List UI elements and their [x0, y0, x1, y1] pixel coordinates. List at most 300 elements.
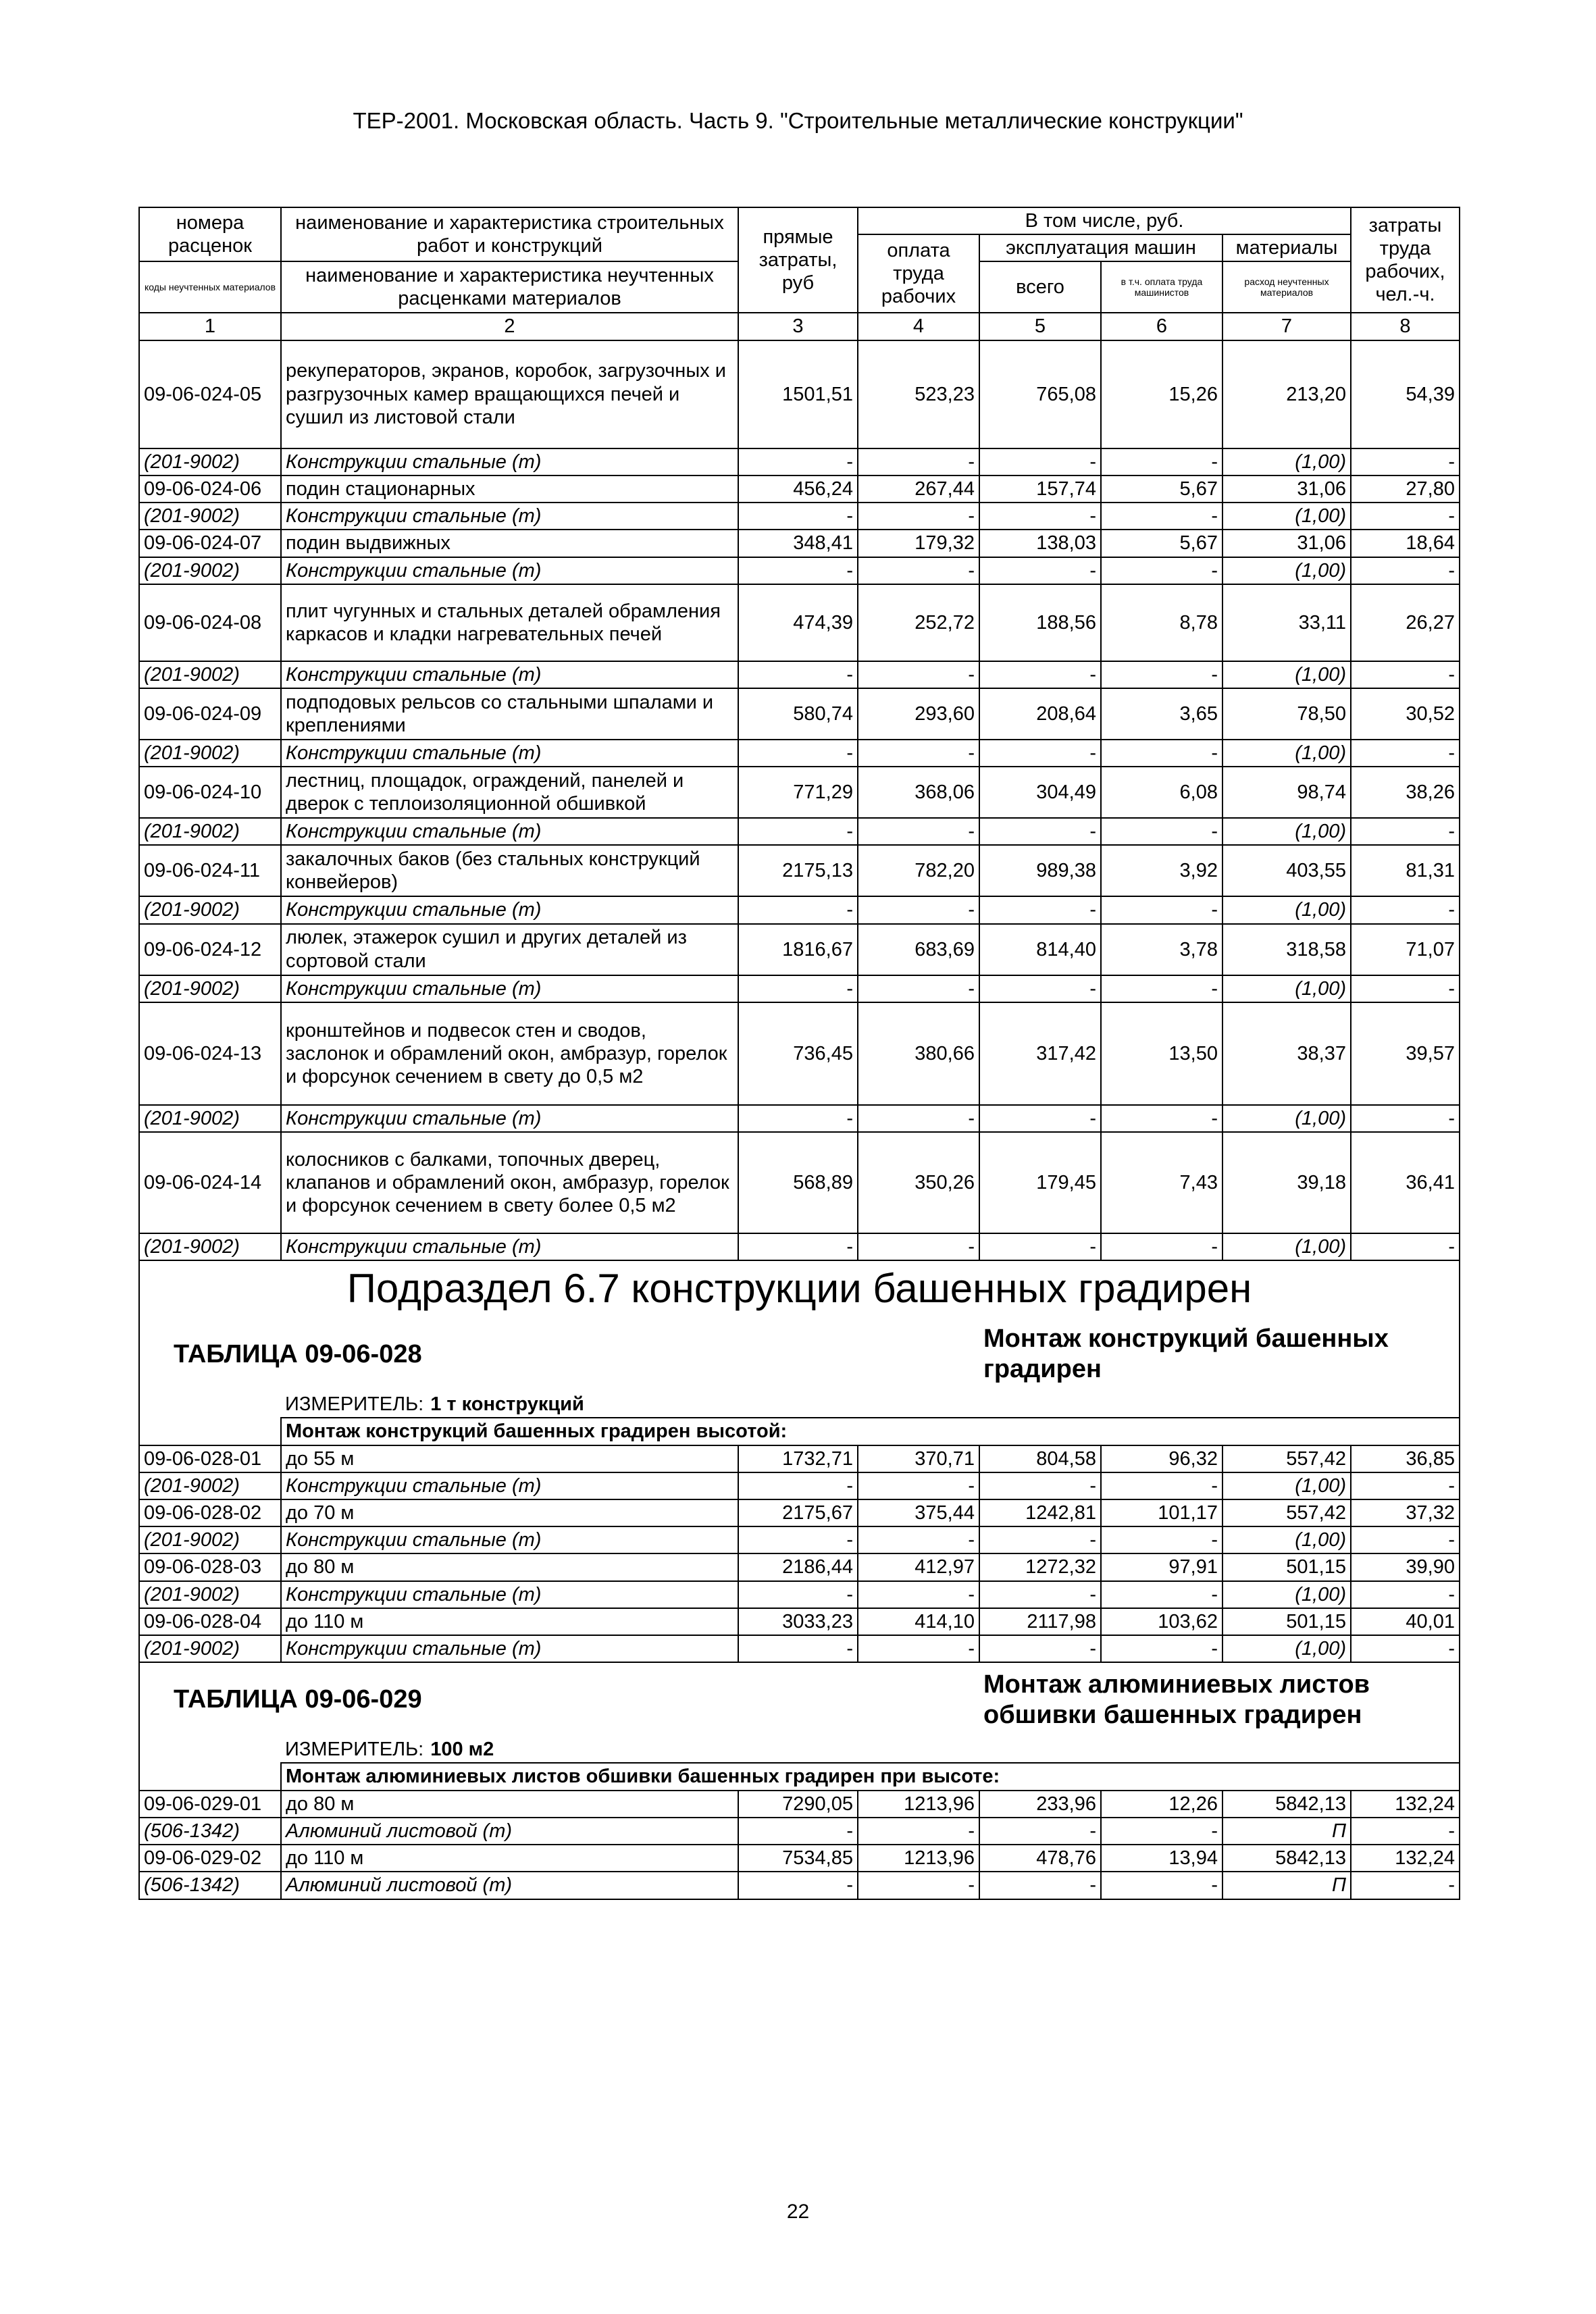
- rates-table: [138, 207, 1460, 1900]
- material-code: (201-9002): [139, 1233, 281, 1260]
- material-name: Конструкции стальные (т): [281, 975, 738, 1002]
- rate-name: подин выдвижных: [281, 530, 738, 557]
- rate-row: [139, 845, 1460, 896]
- material-value: -: [738, 503, 858, 530]
- material-value: (1,00): [1222, 740, 1351, 767]
- material-value: -: [738, 1581, 858, 1608]
- rate-value: 523,23: [858, 340, 979, 448]
- material-value: -: [1101, 1233, 1222, 1260]
- rate-value: 98,74: [1222, 767, 1351, 818]
- material-code: (201-9002): [139, 503, 281, 530]
- material-name: Конструкции стальные (т): [281, 1635, 738, 1662]
- rate-value: 557,42: [1222, 1445, 1351, 1472]
- material-value: -: [979, 1818, 1101, 1845]
- rate-value: 293,60: [858, 688, 979, 740]
- group-row: [139, 1418, 1460, 1445]
- rate-value: 568,89: [738, 1132, 858, 1233]
- material-name: Конструкции стальные (т): [281, 661, 738, 688]
- rate-value: 6,08: [1101, 767, 1222, 818]
- rate-value: 37,32: [1351, 1499, 1460, 1526]
- material-value: -: [738, 448, 858, 475]
- rate-name: до 80 м: [281, 1791, 738, 1818]
- material-name: Конструкции стальные (т): [281, 448, 738, 475]
- material-row: [139, 557, 1460, 584]
- col-header-v-tom: В том числе, руб.: [858, 207, 1351, 234]
- rate-value: 3033,23: [738, 1608, 858, 1635]
- material-value: (1,00): [1222, 503, 1351, 530]
- material-code: (506-1342): [139, 1872, 281, 1899]
- rate-value: 350,26: [858, 1132, 979, 1233]
- rate-value: 501,15: [1222, 1608, 1351, 1635]
- rate-value: 36,41: [1351, 1132, 1460, 1233]
- rate-value: 30,52: [1351, 688, 1460, 740]
- material-value: -: [858, 448, 979, 475]
- col-header-naim2: наименование и характеристика неучтенных расценками материалов: [281, 261, 738, 313]
- material-value: -: [979, 1526, 1101, 1553]
- material-value: -: [979, 1635, 1101, 1662]
- material-value: -: [979, 1472, 1101, 1499]
- material-value: -: [1101, 503, 1222, 530]
- material-value: -: [738, 557, 858, 584]
- rate-value: 3,78: [1101, 924, 1222, 975]
- material-name: Конструкции стальные (т): [281, 818, 738, 845]
- col-header-vsego: всего: [979, 261, 1101, 313]
- material-value: -: [738, 1472, 858, 1499]
- material-value: -: [858, 503, 979, 530]
- rate-row: [139, 1499, 1460, 1526]
- rate-value: 138,03: [979, 530, 1101, 557]
- material-row: [139, 1526, 1460, 1553]
- rate-value: 26,27: [1351, 584, 1460, 661]
- material-value: -: [738, 1872, 858, 1899]
- rate-name: подподовых рельсов со стальными шпалами и креплениями: [281, 688, 738, 740]
- material-row: [139, 1818, 1460, 1845]
- rate-name: до 70 м: [281, 1499, 738, 1526]
- rate-value: 3,92: [1101, 845, 1222, 896]
- rate-row: [139, 1845, 1460, 1872]
- rate-name: подин стационарных: [281, 475, 738, 503]
- material-row: [139, 1472, 1460, 1499]
- material-value: (1,00): [1222, 896, 1351, 923]
- col-header-pryamye: прямые затраты, руб: [738, 207, 858, 313]
- material-code: (201-9002): [139, 448, 281, 475]
- rate-value: 2175,13: [738, 845, 858, 896]
- material-value: (1,00): [1222, 1526, 1351, 1553]
- rate-row: [139, 1553, 1460, 1580]
- rate-value: 27,80: [1351, 475, 1460, 503]
- material-value: -: [1101, 1635, 1222, 1662]
- col-number: 2: [281, 313, 738, 340]
- rate-value: 456,24: [738, 475, 858, 503]
- col-header-rashod: расход неучтенных материалов: [1222, 261, 1351, 313]
- material-value: -: [1351, 740, 1460, 767]
- rate-code: 09-06-024-09: [139, 688, 281, 740]
- rate-value: 474,39: [738, 584, 858, 661]
- header-row-1: [139, 207, 1460, 234]
- material-value: П: [1222, 1818, 1351, 1845]
- material-value: (1,00): [1222, 818, 1351, 845]
- col-number: 7: [1222, 313, 1351, 340]
- material-value: -: [1351, 448, 1460, 475]
- material-value: -: [1101, 896, 1222, 923]
- material-code: (201-9002): [139, 1472, 281, 1499]
- rate-value: 96,32: [1101, 1445, 1222, 1472]
- rate-value: 403,55: [1222, 845, 1351, 896]
- material-value: -: [1351, 557, 1460, 584]
- material-name: Конструкции стальные (т): [281, 896, 738, 923]
- material-row: [139, 1635, 1460, 1662]
- measure-value: 100 м2: [430, 1739, 494, 1761]
- rate-name: люлек, этажерок сушил и других деталей из сортовой стали: [281, 924, 738, 975]
- rate-value: 78,50: [1222, 688, 1351, 740]
- table-title-row: [139, 1317, 1460, 1391]
- rate-value: 368,06: [858, 767, 979, 818]
- rate-value: 380,66: [858, 1002, 979, 1105]
- rate-name: до 55 м: [281, 1445, 738, 1472]
- rate-value: 2175,67: [738, 1499, 858, 1526]
- material-code: (201-9002): [139, 818, 281, 845]
- measure: [281, 1737, 1460, 1763]
- material-value: -: [738, 1526, 858, 1553]
- material-name: Алюминий листовой (т): [281, 1818, 738, 1845]
- material-value: (1,00): [1222, 661, 1351, 688]
- rate-value: 814,40: [979, 924, 1101, 975]
- rate-code: 09-06-024-13: [139, 1002, 281, 1105]
- rate-value: 304,49: [979, 767, 1101, 818]
- col-number: 1: [139, 313, 281, 340]
- rate-code: 09-06-024-11: [139, 845, 281, 896]
- rate-value: 2186,44: [738, 1553, 858, 1580]
- rate-value: 736,45: [738, 1002, 858, 1105]
- rate-value: 71,07: [1351, 924, 1460, 975]
- material-row: [139, 1581, 1460, 1608]
- col-header-naim1: наименование и характеристика строительных работ и конструкций: [281, 207, 738, 261]
- rate-name: до 110 м: [281, 1608, 738, 1635]
- material-value: -: [1351, 1472, 1460, 1499]
- material-value: -: [1101, 1872, 1222, 1899]
- rate-row: [139, 767, 1460, 818]
- group-row: [139, 1763, 1460, 1790]
- material-name: Конструкции стальные (т): [281, 1472, 738, 1499]
- measure-row: [139, 1737, 1460, 1763]
- material-value: -: [1101, 1472, 1222, 1499]
- material-code: (201-9002): [139, 975, 281, 1002]
- subsection-row: [139, 1260, 1460, 1317]
- rate-value: 317,42: [979, 1002, 1101, 1105]
- material-value: -: [1351, 1233, 1460, 1260]
- rate-value: 31,06: [1222, 530, 1351, 557]
- rate-value: 782,20: [858, 845, 979, 896]
- rate-value: 3,65: [1101, 688, 1222, 740]
- rate-value: 5842,13: [1222, 1791, 1351, 1818]
- rate-value: 252,72: [858, 584, 979, 661]
- material-row: [139, 896, 1460, 923]
- material-value: -: [858, 975, 979, 1002]
- table-title-row: [139, 1662, 1460, 1737]
- material-value: -: [858, 1635, 979, 1662]
- rate-value: 1213,96: [858, 1791, 979, 1818]
- material-name: Конструкции стальные (т): [281, 557, 738, 584]
- measure-label: ИЗМЕРИТЕЛЬ:: [285, 1393, 424, 1416]
- material-value: -: [738, 818, 858, 845]
- rate-name: лестниц, площадок, ограждений, панелей и дверок с теплоизоляционной обшивкой: [281, 767, 738, 818]
- material-name: Алюминий листовой (т): [281, 1872, 738, 1899]
- rate-value: 213,20: [1222, 340, 1351, 448]
- material-name: Конструкции стальные (т): [281, 503, 738, 530]
- rate-row: [139, 924, 1460, 975]
- group-title: Монтаж алюминиевых листов обшивки башенных градирен при высоте:: [281, 1763, 1460, 1790]
- col-header-vtch: в т.ч. оплата труда машинистов: [1101, 261, 1222, 313]
- measure-spacer: [139, 1737, 281, 1763]
- measure-label: ИЗМЕРИТЕЛЬ:: [285, 1739, 424, 1761]
- rate-value: 318,58: [1222, 924, 1351, 975]
- page-number: 22: [786, 2201, 810, 2223]
- col-number: 8: [1351, 313, 1460, 340]
- material-value: -: [858, 740, 979, 767]
- rate-value: 39,57: [1351, 1002, 1460, 1105]
- material-value: -: [858, 1233, 979, 1260]
- rate-code: 09-06-024-05: [139, 340, 281, 448]
- material-value: -: [1101, 975, 1222, 1002]
- material-code: (201-9002): [139, 740, 281, 767]
- material-value: -: [738, 661, 858, 688]
- rate-value: 101,17: [1101, 1499, 1222, 1526]
- material-value: -: [858, 1105, 979, 1132]
- material-value: (1,00): [1222, 1233, 1351, 1260]
- material-code: (201-9002): [139, 1526, 281, 1553]
- rate-value: 188,56: [979, 584, 1101, 661]
- material-name: Конструкции стальные (т): [281, 1105, 738, 1132]
- rate-value: 103,62: [1101, 1608, 1222, 1635]
- material-value: -: [979, 1233, 1101, 1260]
- rate-value: 1501,51: [738, 340, 858, 448]
- material-value: -: [1351, 818, 1460, 845]
- table-description: Монтаж конструкций башенных градирен: [979, 1317, 1460, 1391]
- rate-value: 765,08: [979, 340, 1101, 448]
- rate-name: закалочных баков (без стальных конструкций конвейеров): [281, 845, 738, 896]
- material-code: (201-9002): [139, 1635, 281, 1662]
- material-value: (1,00): [1222, 975, 1351, 1002]
- material-name: Конструкции стальные (т): [281, 1526, 738, 1553]
- rate-value: 580,74: [738, 688, 858, 740]
- col-header-ekspl: эксплуатация машин: [979, 234, 1222, 261]
- material-code: (201-9002): [139, 557, 281, 584]
- material-value: -: [858, 1526, 979, 1553]
- material-value: (1,00): [1222, 1635, 1351, 1662]
- page-header: ТЕР-2001. Московская область. Часть 9. "Строительные металлические конструкции": [353, 108, 1243, 133]
- table-name: ТАБЛИЦА 09-06-028: [139, 1317, 979, 1391]
- rate-row: [139, 1608, 1460, 1635]
- material-value: -: [1351, 1581, 1460, 1608]
- rate-value: 501,15: [1222, 1553, 1351, 1580]
- rate-code: 09-06-024-10: [139, 767, 281, 818]
- material-value: (1,00): [1222, 1105, 1351, 1132]
- rate-value: 5842,13: [1222, 1845, 1351, 1872]
- rate-value: 157,74: [979, 475, 1101, 503]
- measure-value: 1 т конструкций: [430, 1393, 584, 1416]
- rate-value: 771,29: [738, 767, 858, 818]
- rate-code: 09-06-028-01: [139, 1445, 281, 1472]
- table-description: Монтаж алюминиевых листов обшивки башенных градирен: [979, 1662, 1460, 1737]
- rate-value: 13,94: [1101, 1845, 1222, 1872]
- material-value: -: [1351, 1526, 1460, 1553]
- material-value: -: [738, 1635, 858, 1662]
- rate-code: 09-06-024-06: [139, 475, 281, 503]
- material-code: (201-9002): [139, 1105, 281, 1132]
- subsection-title: Подраздел 6.7 конструкции башенных градирен: [139, 1260, 1460, 1317]
- material-code: (201-9002): [139, 896, 281, 923]
- material-value: -: [979, 661, 1101, 688]
- rate-row: [139, 688, 1460, 740]
- rate-code: 09-06-029-01: [139, 1791, 281, 1818]
- material-value: -: [1351, 1635, 1460, 1662]
- material-value: -: [858, 557, 979, 584]
- rate-value: 412,97: [858, 1553, 979, 1580]
- material-row: [139, 1105, 1460, 1132]
- material-row: [139, 740, 1460, 767]
- group-spacer: [139, 1418, 281, 1445]
- material-value: -: [858, 661, 979, 688]
- rate-row: [139, 1445, 1460, 1472]
- rate-code: 09-06-028-03: [139, 1553, 281, 1580]
- material-value: -: [1351, 503, 1460, 530]
- material-value: -: [979, 1872, 1101, 1899]
- material-value: -: [858, 896, 979, 923]
- material-name: Конструкции стальные (т): [281, 1233, 738, 1260]
- col-header-kody: коды неучтенных материалов: [139, 261, 281, 313]
- material-value: -: [979, 896, 1101, 923]
- rate-value: 7534,85: [738, 1845, 858, 1872]
- material-value: -: [738, 896, 858, 923]
- rate-value: 414,10: [858, 1608, 979, 1635]
- rate-code: 09-06-024-08: [139, 584, 281, 661]
- material-value: -: [858, 1872, 979, 1899]
- rate-value: 267,44: [858, 475, 979, 503]
- material-value: -: [738, 1233, 858, 1260]
- rate-value: 1213,96: [858, 1845, 979, 1872]
- rate-value: 989,38: [979, 845, 1101, 896]
- rate-value: 1242,81: [979, 1499, 1101, 1526]
- rate-row: [139, 584, 1460, 661]
- material-value: -: [738, 740, 858, 767]
- material-row: [139, 503, 1460, 530]
- material-value: -: [1101, 448, 1222, 475]
- material-value: (1,00): [1222, 1581, 1351, 1608]
- material-value: -: [858, 1472, 979, 1499]
- rate-value: 2117,98: [979, 1608, 1101, 1635]
- rate-value: 39,90: [1351, 1553, 1460, 1580]
- material-name: Конструкции стальные (т): [281, 1581, 738, 1608]
- rate-value: 348,41: [738, 530, 858, 557]
- rate-value: 132,24: [1351, 1791, 1460, 1818]
- material-value: -: [979, 740, 1101, 767]
- rate-value: 233,96: [979, 1791, 1101, 1818]
- material-row: [139, 818, 1460, 845]
- rate-row: [139, 475, 1460, 503]
- rate-row: [139, 1791, 1460, 1818]
- material-value: П: [1222, 1872, 1351, 1899]
- col-header-nomera: номера расценок: [139, 207, 281, 261]
- rate-value: 557,42: [1222, 1499, 1351, 1526]
- rate-value: 81,31: [1351, 845, 1460, 896]
- rate-value: 208,64: [979, 688, 1101, 740]
- measure-spacer: [139, 1391, 281, 1418]
- material-value: -: [1101, 818, 1222, 845]
- material-value: -: [1101, 740, 1222, 767]
- rate-value: 18,64: [1351, 530, 1460, 557]
- material-value: -: [1101, 1105, 1222, 1132]
- material-value: -: [1351, 661, 1460, 688]
- rate-value: 7,43: [1101, 1132, 1222, 1233]
- material-value: -: [858, 1581, 979, 1608]
- col-number: 4: [858, 313, 979, 340]
- material-value: (1,00): [1222, 448, 1351, 475]
- rate-code: 09-06-024-14: [139, 1132, 281, 1233]
- rate-value: 33,11: [1222, 584, 1351, 661]
- rate-value: 370,71: [858, 1445, 979, 1472]
- rate-value: 38,26: [1351, 767, 1460, 818]
- material-code: (201-9002): [139, 661, 281, 688]
- col-number: 3: [738, 313, 858, 340]
- material-value: -: [979, 448, 1101, 475]
- col-header-oplata: оплата труда рабочих: [858, 234, 979, 313]
- material-value: -: [1101, 661, 1222, 688]
- col-header-zatraty: затраты труда рабочих, чел.-ч.: [1351, 207, 1460, 313]
- material-value: -: [858, 1818, 979, 1845]
- rate-value: 375,44: [858, 1499, 979, 1526]
- rate-value: 36,85: [1351, 1445, 1460, 1472]
- rate-row: [139, 340, 1460, 448]
- material-value: -: [979, 818, 1101, 845]
- rate-code: 09-06-028-02: [139, 1499, 281, 1526]
- rate-code: 09-06-029-02: [139, 1845, 281, 1872]
- col-header-materialy: материалы: [1222, 234, 1351, 261]
- material-value: -: [1351, 896, 1460, 923]
- material-value: -: [979, 975, 1101, 1002]
- rate-value: 12,26: [1101, 1791, 1222, 1818]
- material-code: (506-1342): [139, 1818, 281, 1845]
- material-value: -: [1101, 1581, 1222, 1608]
- material-value: -: [858, 818, 979, 845]
- rate-name: до 80 м: [281, 1553, 738, 1580]
- rate-value: 132,24: [1351, 1845, 1460, 1872]
- material-value: -: [1351, 1105, 1460, 1132]
- material-value: -: [1101, 1818, 1222, 1845]
- rate-value: 54,39: [1351, 340, 1460, 448]
- material-value: (1,00): [1222, 1472, 1351, 1499]
- material-value: -: [1101, 1526, 1222, 1553]
- rate-name: кронштейнов и подвесок стен и сводов, заслонок и обрамлений окон, амбразур, горелок и форсунок сечением в свету до 0,5 м2: [281, 1002, 738, 1105]
- measure: [281, 1391, 1460, 1418]
- group-spacer: [139, 1763, 281, 1790]
- rate-value: 13,50: [1101, 1002, 1222, 1105]
- rate-value: 179,32: [858, 530, 979, 557]
- material-row: [139, 1233, 1460, 1260]
- rate-value: 38,37: [1222, 1002, 1351, 1105]
- rate-value: 1272,32: [979, 1553, 1101, 1580]
- rate-value: 31,06: [1222, 475, 1351, 503]
- material-name: Конструкции стальные (т): [281, 740, 738, 767]
- material-value: -: [1351, 975, 1460, 1002]
- material-row: [139, 661, 1460, 688]
- material-value: -: [979, 557, 1101, 584]
- measure-row: [139, 1391, 1460, 1418]
- rate-name: до 110 м: [281, 1845, 738, 1872]
- rate-name: колосников с балками, топочных дверец, клапанов и обрамлений окон, амбразур, горелок и форсунок сечением в свету более 0,5 м2: [281, 1132, 738, 1233]
- material-value: (1,00): [1222, 557, 1351, 584]
- rate-value: 1732,71: [738, 1445, 858, 1472]
- rate-code: 09-06-024-07: [139, 530, 281, 557]
